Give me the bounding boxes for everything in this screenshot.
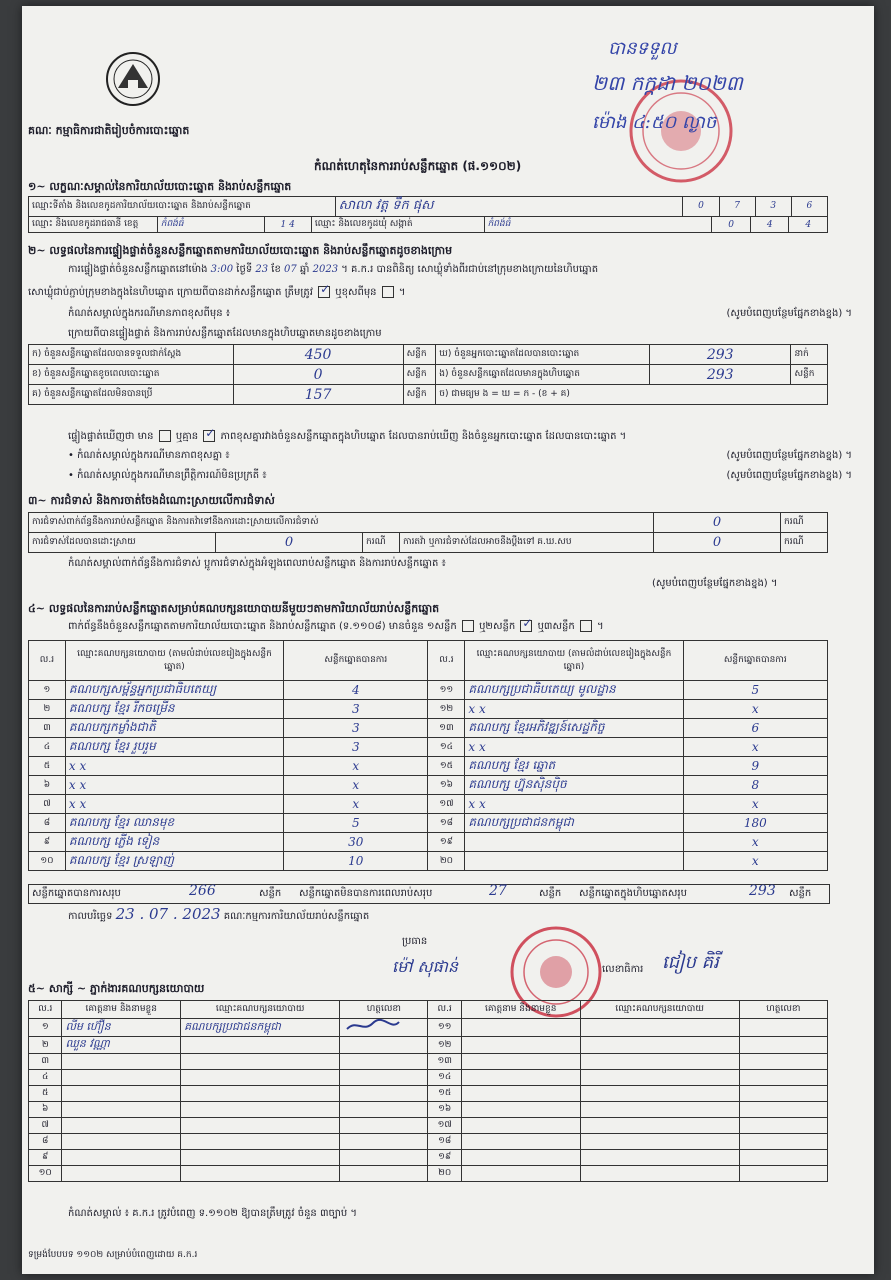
cell-party [580, 1150, 739, 1166]
cell-name [461, 1134, 580, 1150]
cell-name [461, 1102, 580, 1118]
cell-sign [340, 1019, 428, 1037]
cell-no: ១១ [428, 1019, 461, 1037]
checkbox-has-diff[interactable] [159, 430, 171, 442]
cell-party [580, 1118, 739, 1134]
objections-label: ការជំទាស់ពាក់ព័ន្ធនឹងការរាប់សន្លឹកឆ្នោត និងការតវ៉ាទៅនឹងការដោះស្រាយលើការជំទាស់ [29, 513, 654, 533]
cell-party: គណបក្ស ខ្មែរ រីកចម្រើន [65, 700, 283, 719]
resolved-value: 0 [216, 533, 363, 553]
table-row [29, 681, 828, 700]
cell-party: x x [465, 738, 683, 757]
table-row [29, 814, 828, 833]
cell-party: x x [65, 757, 283, 776]
cell-party: គណបក្ស ខ្មែរ ឆ្នោត [465, 757, 683, 776]
cell-sign [739, 1037, 827, 1054]
cell-sign [340, 1037, 428, 1054]
table-row [29, 795, 828, 814]
cell-no: ៧ [29, 1118, 62, 1134]
form-title: កំណត់ហេតុនៃការរាប់សន្លឹកឆ្នោត (ផ.១១០២) [314, 159, 522, 173]
checkbox-3-sheets[interactable] [580, 620, 592, 632]
appeal-value: 0 [654, 533, 781, 553]
spoiled-ballots-value: 0 [233, 365, 403, 385]
unit: សន្លឹក [403, 345, 436, 365]
col-party: ឈ្មោះគណបក្សនយោបាយ (តាមលំដាប់លេខរៀងក្នុងសន្លឹកឆ្នោត) [65, 641, 283, 681]
checkbox-correct[interactable]: ✓ [320, 282, 331, 296]
formula-label: ច) ជាមធ្យម ង = ឃ = ក - (ខ + គ) [436, 385, 828, 405]
cell-sign [739, 1150, 827, 1166]
unit: សន្លឹក [403, 385, 436, 405]
cell-no: ១ [29, 1019, 62, 1037]
cell-sign [340, 1150, 428, 1166]
total-valid: 266 [189, 883, 216, 899]
cell-no: ២០ [428, 1166, 461, 1182]
cell-name [461, 1166, 580, 1182]
province-label: ឈ្មោះ និងលេខកូដរាជធានី ខេត្ត [29, 217, 158, 233]
cell-party: x x [65, 795, 283, 814]
section1-table [28, 196, 828, 217]
cell-name [461, 1118, 580, 1134]
cell-no: ១១ [428, 681, 465, 700]
witness-row [29, 1134, 828, 1150]
witness-row [29, 1037, 828, 1054]
cell-sign [739, 1019, 827, 1037]
cell-name [62, 1150, 181, 1166]
cell-name [461, 1150, 580, 1166]
cell-name [461, 1037, 580, 1054]
location-label: ឈ្មោះទីតាំង និងលេខកូដការិយាល័យបោះឆ្នោត និងរាប់សន្លឹកឆ្នោត [29, 197, 336, 217]
form-page [22, 6, 874, 1274]
cell-party [580, 1070, 739, 1086]
cell-name [461, 1019, 580, 1037]
cell-no: ៩ [29, 833, 66, 852]
cell-party [580, 1054, 739, 1070]
cell-sign [739, 1118, 827, 1134]
commune-code-digit: 0 [712, 217, 751, 233]
cell-sign [340, 1086, 428, 1102]
national-election-committee-emblem [104, 50, 162, 108]
checkbox-2-sheets[interactable]: ✓ [522, 616, 533, 630]
objection-note: កំណត់សម្គាល់ពាក់ព័ន្ធនឹងការជំទាស់ ប្អូការជំទាស់ក្នុងអំឡុងពេលរាប់សន្លឹកឆ្នោត និងការរាប់សន្លឹកឆ្នោត ៖ [68, 558, 446, 569]
cell-votes: 30 [284, 833, 428, 852]
witness-row [29, 1118, 828, 1134]
section5-heading: ៥~ សាក្សី ~ ភ្នាក់ងារគណបក្សនយោបាយ [28, 982, 205, 995]
cell-votes: x [284, 776, 428, 795]
unit: នាក់ [791, 345, 828, 365]
cell-no: ១០ [29, 1166, 62, 1182]
cell-party [465, 852, 683, 871]
cell-party: គណបក្សសម្ព័ន្ធអ្នកប្រជាធិបតេយ្យ [65, 681, 283, 700]
unit: សន្លឹក [791, 365, 828, 385]
col-no: ល.រ [29, 1001, 62, 1019]
cell-votes: 180 [683, 814, 827, 833]
cell-no: ១៧ [428, 1118, 461, 1134]
unused-ballots-value: 157 [233, 385, 403, 405]
cell-party [181, 1150, 340, 1166]
cell-no: ២០ [428, 852, 465, 871]
cell-no: ១៦ [428, 776, 465, 795]
cell-party: គណបក្ស ខ្មែរអភិវឌ្ឍន៍សេដ្ឋកិច្ច [465, 719, 683, 738]
col-no: ល.រ [428, 1001, 461, 1019]
cell-party [580, 1019, 739, 1037]
cell-no: ៤ [29, 738, 66, 757]
cell-sign [340, 1070, 428, 1086]
cell-sign [340, 1054, 428, 1070]
cell-sign [340, 1102, 428, 1118]
checkbox-1-sheet[interactable] [462, 620, 474, 632]
table-row [29, 757, 828, 776]
section1-heading: ១~ លក្ខណៈសម្គាល់នៃការិយាល័យបោះឆ្នោត និងរាប់សន្លឹកឆ្នោត [28, 180, 292, 193]
received-ballots-value: 450 [233, 345, 403, 365]
cell-party: គណបក្សប្រជាជនកម្ពុជា [465, 814, 683, 833]
objections-value: 0 [654, 513, 781, 533]
cell-sign [739, 1086, 827, 1102]
cell-votes: x [683, 795, 827, 814]
spoiled-ballots-label: ខ) ចំនួនសន្លឹកឆ្នោតខូចពេលបោះឆ្នោត [29, 365, 234, 385]
witness-row [29, 1070, 828, 1086]
section3-heading: ៣~ ការជំទាស់ និងការចាត់ចែងដំណោះស្រាយលើការជំទាស់ [28, 494, 275, 507]
checkbox-differ[interactable] [382, 286, 394, 298]
col-party: ឈ្មោះគណបក្សនយោបាយ [181, 1001, 340, 1019]
ballots-in-box-value: 293 [649, 365, 791, 385]
cell-votes: 6 [683, 719, 827, 738]
col-name: គោត្តនាម និងនាមខ្លួន [461, 1001, 580, 1019]
col-sign: ហត្ថលេខា [340, 1001, 428, 1019]
voters-label: ឃ) ចំនួនអ្នកបោះឆ្នោតដែលបានបោះឆ្នោត [436, 345, 650, 365]
cell-no: ១៥ [428, 1086, 461, 1102]
cell-party [580, 1166, 739, 1182]
cell-party: x x [465, 795, 683, 814]
cell-name [461, 1070, 580, 1086]
cell-name [62, 1086, 181, 1102]
cell-votes: 9 [683, 757, 827, 776]
cell-party: គណបក្ស ហ្វ៊ុនស៊ិនប៉ិច [465, 776, 683, 795]
cell-no: ៥ [29, 1086, 62, 1102]
cell-no: ១៣ [428, 719, 465, 738]
cell-no: ៨ [29, 1134, 62, 1150]
cell-name [62, 1166, 181, 1182]
cell-no: ៦ [29, 1102, 62, 1118]
cell-no: ១៣ [428, 1054, 461, 1070]
cell-party: គណបក្ស ខ្មែរ ឈានមុខ [65, 814, 283, 833]
cell-name [62, 1070, 181, 1086]
cell-no: ១០ [29, 852, 66, 871]
witness-table [28, 1000, 828, 1182]
cell-name [62, 1102, 181, 1118]
cell-name [461, 1054, 580, 1070]
table-row [29, 833, 828, 852]
chair-signature: ម៉ៅ សុផាន់ [392, 957, 459, 976]
location-value: សាលា វត្ត ទឹក ផុស [335, 197, 683, 217]
cell-no: ៩ [29, 1150, 62, 1166]
cell-sign [739, 1102, 827, 1118]
commune-value: កំពង់ធំ [484, 217, 712, 233]
form-note: ទម្រង់បែបបទ ១១០២ សម្រាប់បំពេញដោយ គ.ក.រ [28, 1250, 198, 1260]
received-ballots-label: ក) ចំនួនសន្លឹកឆ្នោតដែលបានទទួលជាក់ស្តែង [29, 345, 234, 365]
cell-party: x x [465, 700, 683, 719]
cell-no: ៤ [29, 1070, 62, 1086]
cell-no: ៥ [29, 757, 66, 776]
province-value: កំពង់ធំ [157, 217, 264, 233]
unit: ករណី [781, 533, 828, 553]
province-code: 1 4 [264, 217, 311, 233]
cell-no: ១២ [428, 700, 465, 719]
cell-sign [340, 1134, 428, 1150]
cell-name [461, 1086, 580, 1102]
cell-no: ១៤ [428, 738, 465, 757]
cell-party: គណបក្សប្រជាធិបតេយ្យ មូលដ្ឋាន [465, 681, 683, 700]
received-note: បានទទួល [608, 38, 677, 59]
cell-no: ១៤ [428, 1070, 461, 1086]
col-name: គោត្តនាម និងនាមខ្លួន [62, 1001, 181, 1019]
secretary-signature: ជៀប គិរី [662, 952, 719, 973]
table-row [29, 700, 828, 719]
cell-no: ១៦ [428, 1102, 461, 1118]
col-votes: សន្លឹកឆ្នោតបានការ [683, 641, 827, 681]
cell-party: គណបក្ស ខ្មែរ ស្រឡាញ់ [65, 852, 283, 871]
cell-no: ២ [29, 700, 66, 719]
cell-no: ៦ [29, 776, 66, 795]
col-votes: សន្លឹកឆ្នោតបានការ [284, 641, 428, 681]
cell-votes: x [683, 700, 827, 719]
tally-sheet-line: ពាក់ព័ន្ធនឹងចំនួនសន្លឹកឆ្នោតតាមការិយាល័យបោះឆ្នោត និងរាប់សន្លឹកឆ្នោត (ទ.១១០៨) មានចំនួន ១សន្លឹក ឬ២សន្លឹក ✓ ឬ៣សន្លឹក ។ [68, 616, 604, 632]
witness-row [29, 1019, 828, 1037]
unit: ករណី [781, 513, 828, 533]
cell-party [181, 1166, 340, 1182]
cell-no: ៣ [29, 719, 66, 738]
received-date: ២៣ កក្កដា ២០២៣ [592, 71, 743, 95]
cell-sign [739, 1166, 827, 1182]
difference-note: កំណត់សម្គាល់ក្នុងករណីមានភាពខុសពីមុន ៖ (សូមបំពេញបន្ថែមផ្នែកខាងខ្នង) ។ [68, 308, 852, 319]
cell-party [580, 1102, 739, 1118]
cell-party [181, 1134, 340, 1150]
witness-row [29, 1054, 828, 1070]
objections-table [28, 512, 828, 553]
cell-no: ១៥ [428, 757, 465, 776]
col-no: ល.រ [428, 641, 465, 681]
bullet-irregular: • កំណត់សម្គាល់ក្នុងករណីមានព្រឹត្តិការណ៍មិនប្រក្រតី ៖ (សូមបំពេញបន្ថែមផ្នែកខាងខ្នង) ។ [68, 470, 852, 481]
lock-line: សោឃ្លុំជាប់ភ្ជាប់ក្រុមខាងក្នុងនៃហិបឆ្នោត ក្រោយពីបានដាក់សន្លឹកឆ្នោត ត្រឹមត្រូវ ✓ ឬខុសពីមុន ។ [28, 282, 406, 298]
cell-name [62, 1054, 181, 1070]
section1-table-row2 [28, 216, 828, 233]
cell-party: x x [65, 776, 283, 795]
cell-no: ១៩ [428, 833, 465, 852]
cell-party [181, 1070, 340, 1086]
cell-votes: 3 [284, 719, 428, 738]
cell-votes: 5 [683, 681, 827, 700]
cell-votes: x [683, 738, 827, 757]
col-no: ល.រ [29, 641, 66, 681]
cell-name [62, 1118, 181, 1134]
cell-party [580, 1086, 739, 1102]
commune-code-digit: 4 [789, 217, 828, 233]
cell-name: លីម ហ៊ឿន [62, 1019, 181, 1037]
witness-row [29, 1102, 828, 1118]
section4-heading: ៤~ លទ្ធផលនៃការរាប់សន្លឹកឆ្នោតសម្រាប់គណបក្សនយោបាយនីមួយៗតាមការិយាល័យរាប់សន្លឹកឆ្នោត [28, 602, 440, 615]
cell-party [181, 1054, 340, 1070]
secretary-label: លេខាធិការ [602, 964, 644, 975]
cell-sign [739, 1054, 827, 1070]
witness-signature [343, 1019, 403, 1033]
cell-no: ៧ [29, 795, 66, 814]
cell-no: ៨ [29, 814, 66, 833]
unit: សន្លឹក [403, 365, 436, 385]
unit: ករណី [363, 533, 400, 553]
unused-ballots-label: គ) ចំនួនសន្លឹកឆ្នោតដែលមិនបានប្រើ [29, 385, 234, 405]
commission-name: គណៈ កម្មាធិការជាតិរៀបចំការបោះឆ្នោត [28, 124, 190, 137]
witness-row [29, 1086, 828, 1102]
cell-party [465, 833, 683, 852]
section2-heading: ២~ លទ្ធផលនៃការផ្ទៀងផ្ទាត់ចំនួនសន្លឹកឆ្នោតតាមការិយាល័យបោះឆ្នោត និងរាប់សន្លឹកឆ្នោតដូចខាងក្រោម [28, 244, 453, 257]
cell-votes: x [284, 757, 428, 776]
location-code-digit: 6 [791, 197, 827, 217]
cell-no: ១៨ [428, 814, 465, 833]
cell-no: ៣ [29, 1054, 62, 1070]
cell-party: គណបក្សកម្លាំងជាតិ [65, 719, 283, 738]
cell-no: ១៩ [428, 1150, 461, 1166]
count-intro: ក្រោយពីបានផ្ទៀងផ្ទាត់ និងការរាប់សន្លឹកឆ្នោតដែលមានក្នុងហិបឆ្នោតមានដូចខាងក្រោម [68, 328, 382, 339]
objection-fill: (សូមបំពេញបន្ថែមផ្នែកខាងខ្នង) ។ [652, 578, 778, 589]
cell-no: ១២ [428, 1037, 461, 1054]
cell-party: គណបក្ស ភ្លើង ទៀន [65, 833, 283, 852]
resolved-label: ការជំទាស់ដែលបានដោះស្រាយ [29, 533, 216, 553]
footnote: កំណត់សម្គាល់ ៖ គ.ក.រ ត្រូវបំពេញ ទ.១១០២ ឱ្យបានត្រឹមត្រូវ ចំនួន ៣ច្បាប់ ។ [68, 1208, 357, 1219]
party-results-table [28, 640, 828, 871]
cell-party: គណបក្ស ខ្មែរ រួបរួម [65, 738, 283, 757]
cell-sign [739, 1134, 827, 1150]
cell-name [62, 1134, 181, 1150]
witness-row [29, 1150, 828, 1166]
cell-sign [739, 1070, 827, 1086]
cell-name: ឈួន វណ្ណា [62, 1037, 181, 1054]
location-code-digit: 0 [683, 197, 719, 217]
cell-votes: 3 [284, 738, 428, 757]
cell-votes: 10 [284, 852, 428, 871]
totals-row: សន្លឹកឆ្នោតបានការសរុប 266 សន្លឹក សន្លឹកឆ្នោតមិនបានការពេលរាប់សរុប 27 សន្លឹក សន្លឹកឆ្នោតក្នុងហិបឆ្នោតសរុប 293 សន្លឹក [28, 884, 830, 904]
cell-votes: 5 [284, 814, 428, 833]
verification-line: ការផ្ទៀងផ្ទាត់ចំនួនសន្លឹកឆ្នោតនៅម៉ោង 3:00 ថ្ងៃទី 23 ខែ 07 ឆ្នាំ 2023 ។ គ.ក.រ បានពិនិត្យ សោឃ្លុំទាំងពីរជាប់នៅក្រុមខាងក្រោយនៃហិបឆ្នោត [68, 264, 599, 275]
count-grid [28, 344, 828, 405]
checkbox-no-diff[interactable]: ✓ [205, 426, 216, 440]
cell-no: ២ [29, 1037, 62, 1054]
appeal-label: ការតវ៉ា ឬការជំទាស់ដែលអាចនឹងប្តឹងទៅ គ.ឃ.សប [400, 533, 654, 553]
cell-votes: 4 [284, 681, 428, 700]
cell-votes: x [284, 795, 428, 814]
cell-no: ១ [29, 681, 66, 700]
cell-party [181, 1118, 340, 1134]
date-line: កាលបរិច្ឆេទ 23 . 07 . 2023 គណៈកម្មការការិយាល័យរាប់សន្លឹកឆ្នោត [68, 905, 370, 923]
cell-sign [340, 1166, 428, 1182]
commune-label: ឈ្មោះ និងលេខកូដឃុំ សង្កាត់ [311, 217, 484, 233]
bullet-difference: • កំណត់សម្គាល់ក្នុងករណីមានភាពខុសគ្នា ៖ (សូមបំពេញបន្ថែមផ្នែកខាងខ្នង) ។ [68, 450, 852, 461]
cell-votes: 3 [284, 700, 428, 719]
total-in-box: 293 [749, 883, 776, 899]
cell-party [580, 1134, 739, 1150]
cell-no: ១៨ [428, 1134, 461, 1150]
cell-party [181, 1086, 340, 1102]
location-code-digit: 3 [755, 197, 791, 217]
cell-votes: 8 [683, 776, 827, 795]
table-row [29, 738, 828, 757]
ballots-in-box-label: ង) ចំនួនសន្លឹកឆ្នោតដែលមានក្នុងហិបឆ្នោត [436, 365, 650, 385]
commune-code-digit: 4 [750, 217, 789, 233]
location-code-digit: 7 [719, 197, 755, 217]
col-sign: ហត្ថលេខា [739, 1001, 827, 1019]
cell-party [181, 1102, 340, 1118]
table-row [29, 776, 828, 795]
witness-row [29, 1166, 828, 1182]
cell-party: គណបក្សប្រជាជនកម្ពុជា [181, 1019, 340, 1037]
col-party: ឈ្មោះគណបក្សនយោបាយ (តាមលំដាប់លេខរៀងក្នុងសន្លឹកឆ្នោត) [465, 641, 683, 681]
cell-no: ១៧ [428, 795, 465, 814]
col-party: ឈ្មោះគណបក្សនយោបាយ [580, 1001, 739, 1019]
cell-party [580, 1037, 739, 1054]
table-row [29, 719, 828, 738]
received-time: ម៉ោង ៤:៥០ ល្ងាច [592, 112, 717, 133]
cell-sign [340, 1118, 428, 1134]
voters-value: 293 [649, 345, 791, 365]
cell-votes: x [683, 852, 827, 871]
discrepancy-line: ផ្ទៀងផ្ទាត់ឃើញថា មាន ឬគ្មាន ✓ ភាពខុសគ្នារវាងចំនួនសន្លឹកឆ្នោតក្នុងហិបឆ្នោត ដែលបានរាប់ឃើញ និងចំនួនអ្នកបោះឆ្នោត ដែលបានបោះឆ្នោត ។ [68, 426, 627, 442]
table-row [29, 852, 828, 871]
cell-party [181, 1037, 340, 1054]
cell-votes: x [683, 833, 827, 852]
total-invalid: 27 [489, 883, 507, 899]
chair-label: ប្រធាន [402, 936, 428, 947]
